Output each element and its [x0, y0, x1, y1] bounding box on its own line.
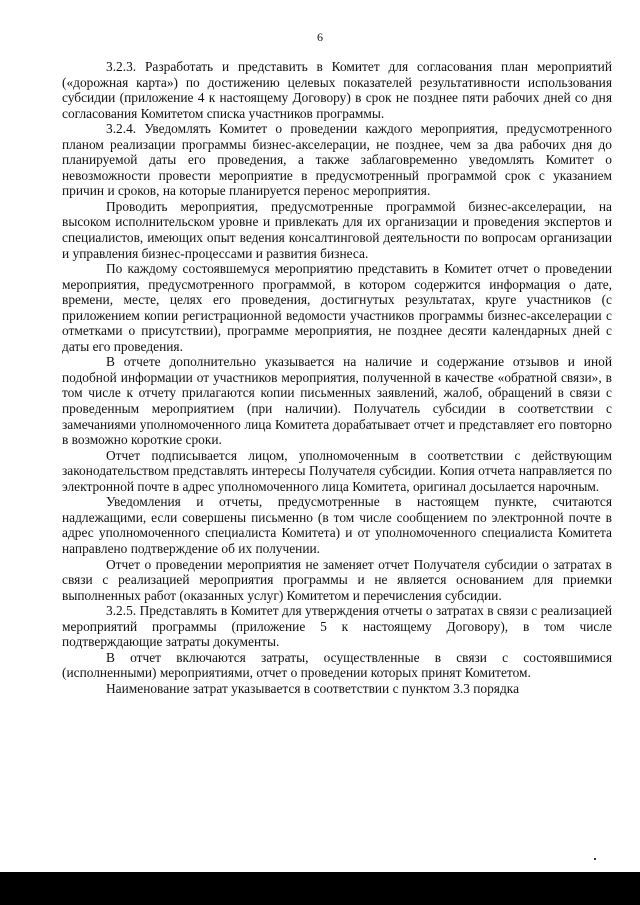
paragraph-notifications: Уведомления и отчеты, предусмотренные в настоящем пункте, считаются надлежащими, если совершены письменно (в том числе сообщением по электронной почте в адрес уполномоченного специалиста Комитета) и от уполномоченного специалиста Комитета направлено подтверждение об их получении. — [62, 494, 612, 556]
document-body — [62, 59, 612, 696]
scan-speck — [594, 858, 596, 860]
page-number: 6 — [317, 30, 323, 44]
paragraph-event-report: По каждому состоявшемуся мероприятию представить в Комитет отчет о проведении мероприятия, предусмотренного программой, в котором содержится информация о дате, времени, месте, целях его проведения, достигнутых результатах, круге участников (с приложением копии регистрационной ведомости участников программы бизнес-акселерации с отметками о присутствии), программе мероприятия, не позднее десяти календарных дней с даты его проведения. — [62, 261, 612, 354]
paragraph-3-2-3: 3.2.3. Разработать и представить в Комитет для согласования план мероприятий («дорожная карта») по достижению целевых показателей результативности использования субсидии (приложение 4 к настоящему Договору) в срок не позднее пяти рабочих дней со дня согласования Комитетом списка участников программы. — [62, 59, 612, 121]
paragraph-costs-included: В отчет включаются затраты, осуществленные в связи с состоявшимися (исполненными) мероприятиями, отчет о проведении которых принят Комитетом. — [62, 649, 612, 681]
scan-bottom-border — [0, 872, 640, 905]
paragraph-3-2-4: 3.2.4. Уведомлять Комитет о проведении каждого мероприятия, предусмотренного планом реализации программы бизнес-акселерации, не позднее, чем за два рабочих дня до планируемой даты его проведения, а также заблаговременно уведомлять Комитет о невозможности провести мероприятие в предусмотренный программой срок с указанием причин и сроков, на которые планируется перенос мероприятия. — [62, 121, 612, 199]
paragraph-report-not-replace: Отчет о проведении мероприятия не заменяет отчет Получателя субсидии о затратах в связи с реализацией мероприятия программы и не является основанием для приемки выполненных работ (оказанных услуг) Комитетом и перечисления субсидии. — [62, 556, 612, 603]
paragraph-cost-names: Наименование затрат указывается в соответствии с пунктом 3.3 порядка — [106, 680, 520, 696]
paragraph-3-2-5: 3.2.5. Представлять в Комитет для утверждения отчеты о затратах в связи с реализацией мероприятий программы (приложение 5 к настоящему Договору), в том числе подтверждающие затраты документы. — [62, 603, 612, 650]
paragraph-report-signing: Отчет подписывается лицом, уполномоченным в соответствии с действующим законодательством представлять интересы Получателя субсидии. Копия отчета направляется по электронной почте в адрес уполномоченного лица Комитета, оригинал досылается нарочным. — [62, 447, 612, 494]
paragraph-report-feedback: В отчете дополнительно указывается на наличие и содержание отзывов и иной подобной информации от участников мероприятия, полученной в качестве «обратной связи», в том числе к отчету прилагаются копии письменных заявлений, жалоб, обращений в связи с проведенным мероприятием (при наличии). Получатель субсидии в соответствии с замечаниями уполномоченного лица Комитета дорабатывает отчет и представляет его повторно в возможно короткие сроки. — [62, 354, 612, 448]
paragraph-conduct-events: Проводить мероприятия, предусмотренные программой бизнес-акселерации, на высоком исполнительском уровне и привлекать для их организации и проведения экспертов и специалистов, имеющих опыт ведения консалтинговой деятельности по вопросам организации и управления бизнес-процессами и развития бизнеса. — [62, 198, 612, 261]
